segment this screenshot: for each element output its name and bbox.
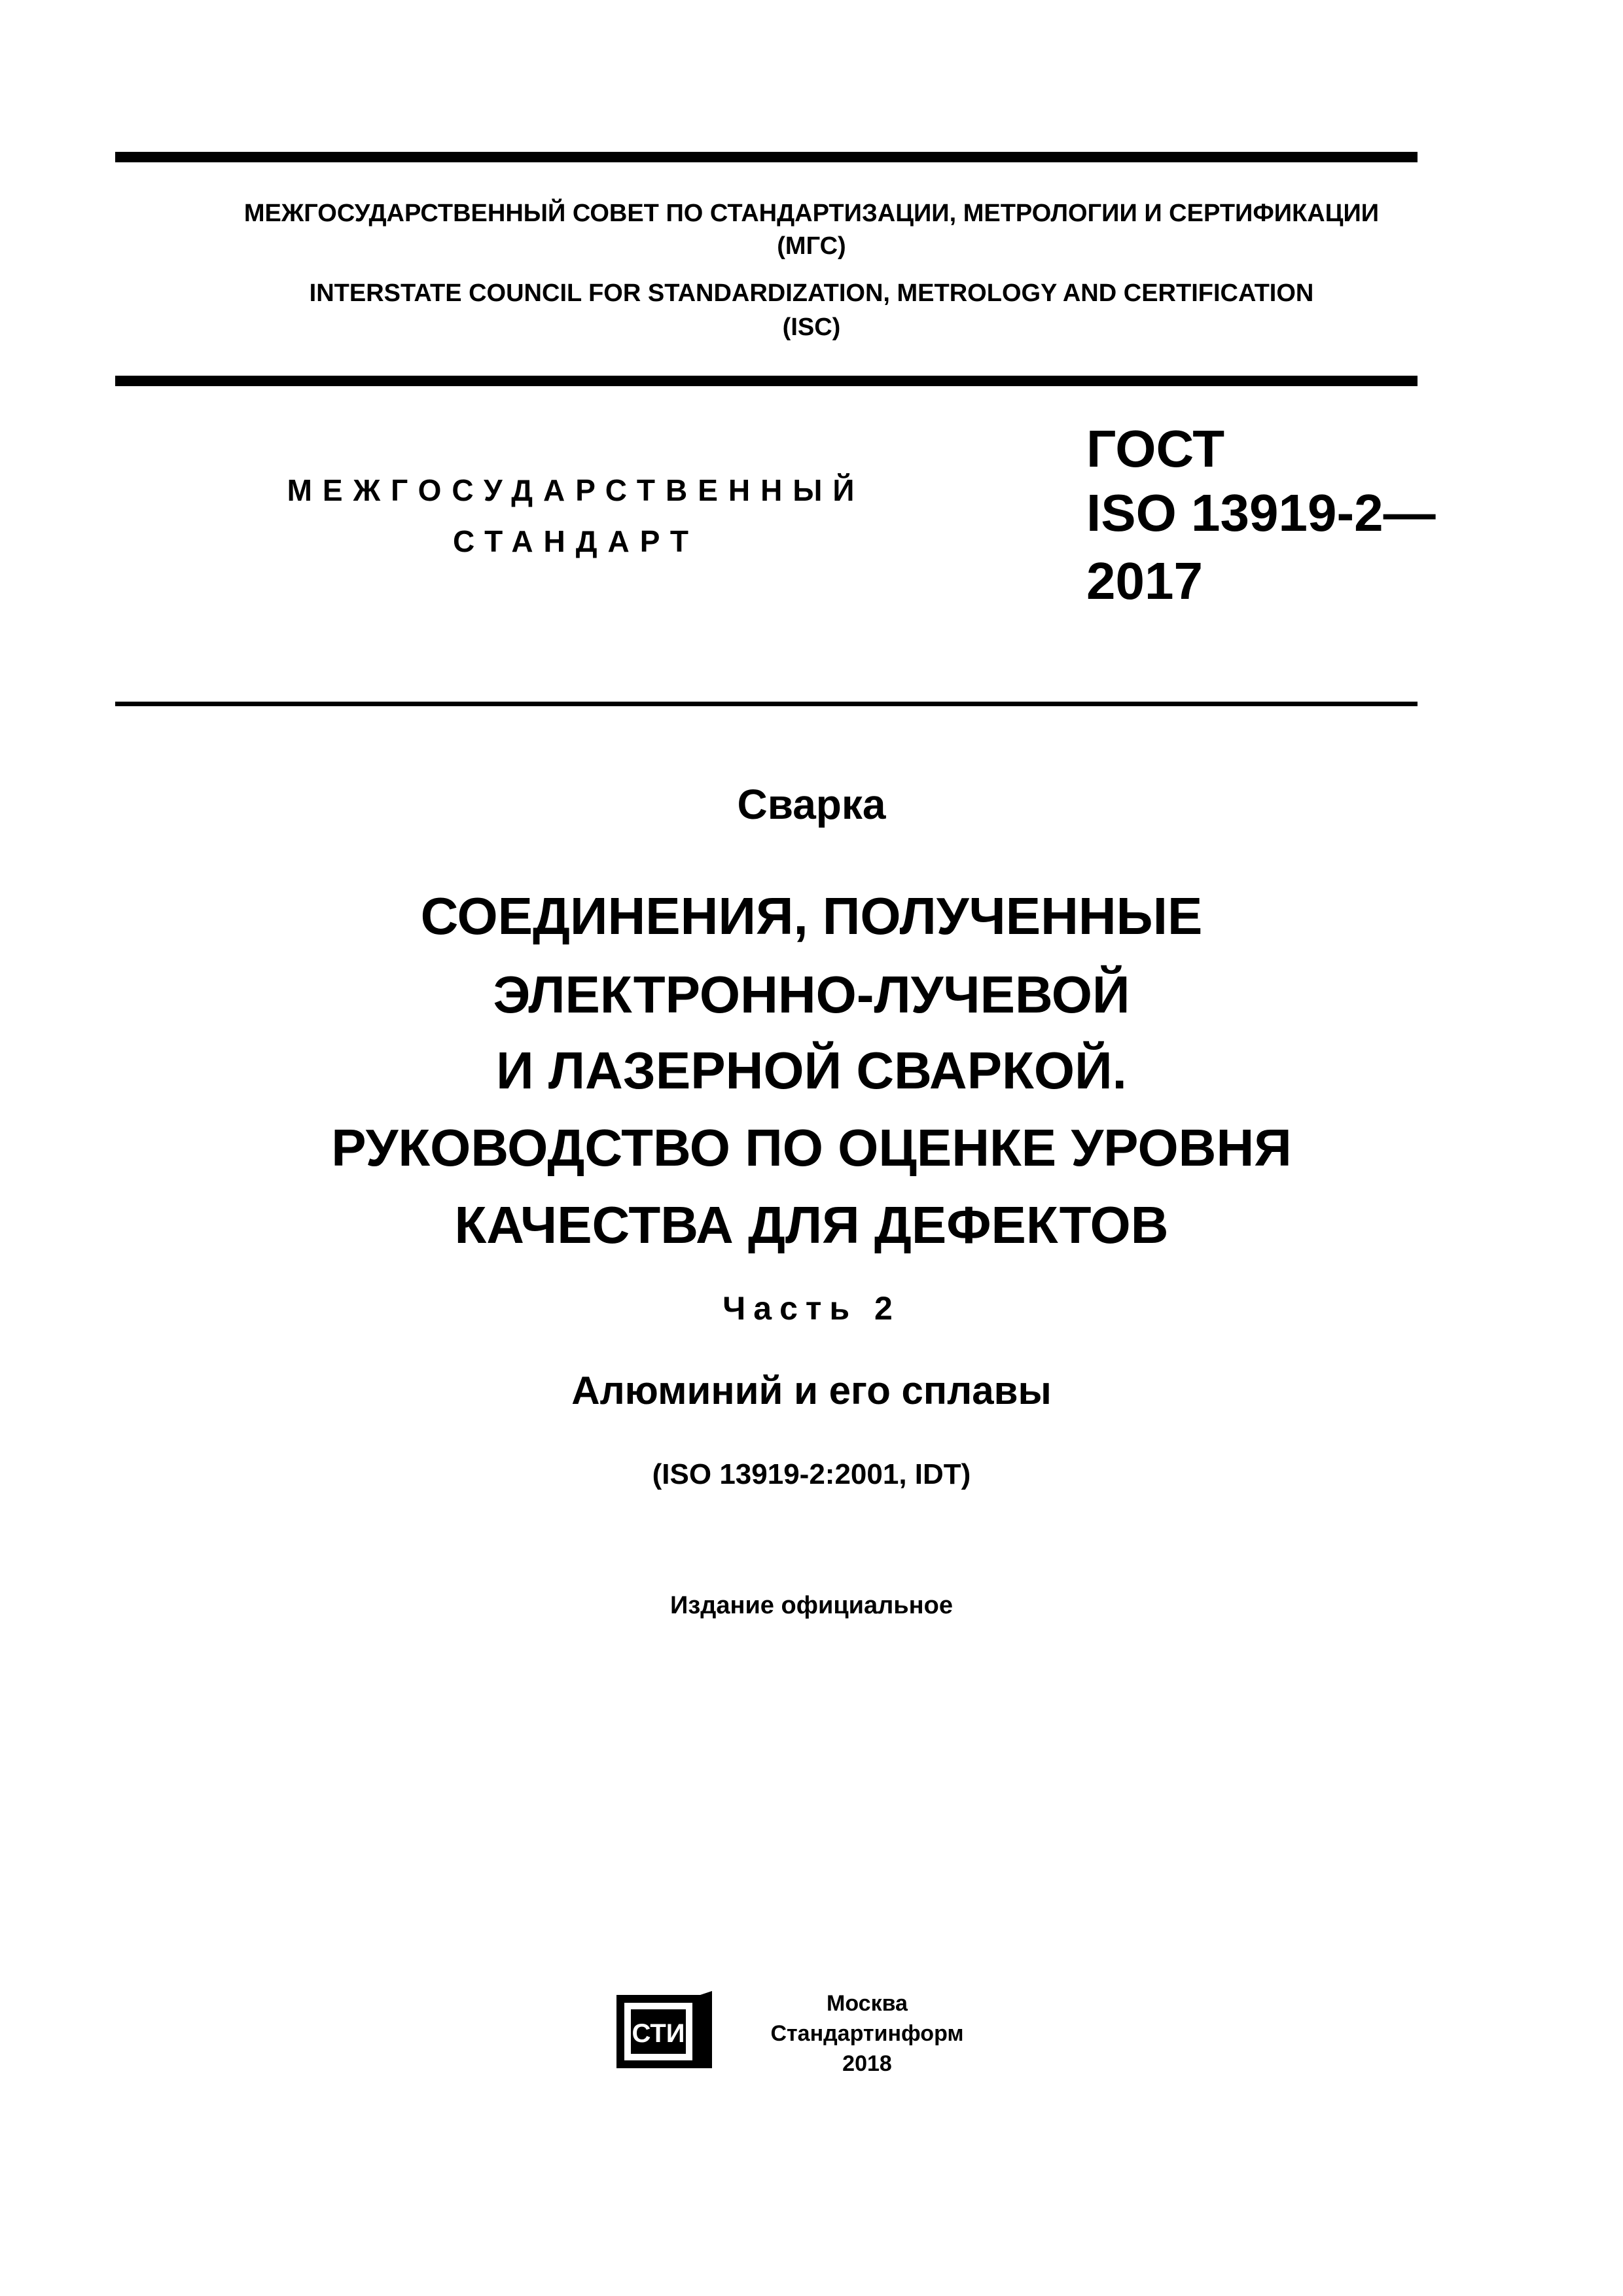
- subtitle: Алюминий и его сплавы: [571, 1369, 1052, 1412]
- publisher-name: Стандартинформ: [770, 2021, 964, 2046]
- council-name-ru: МЕЖГОСУДАРСТВЕННЫЙ СОВЕТ ПО СТАНДАРТИЗАЦИИ, МЕТРОЛОГИИ И СЕРТИФИКАЦИИ: [243, 200, 1380, 227]
- standard-kind-line1: МЕЖГОСУДАРСТВЕННЫЙ: [287, 473, 865, 507]
- title-line: КАЧЕСТВА ДЛЯ ДЕФЕКТОВ: [454, 1196, 1169, 1254]
- edition-label: Издание официальное: [670, 1592, 953, 1619]
- top-rule: [115, 152, 1418, 162]
- standartinform-logo-icon: [615, 1990, 713, 2075]
- title-group: Сварка: [737, 781, 886, 828]
- designation-bottom-rule: [115, 702, 1418, 706]
- standard-kind-line2: СТАНДАРТ: [453, 524, 699, 558]
- designation-gost: ГОСТ: [1086, 420, 1225, 478]
- designation-year: 2017: [1086, 552, 1203, 610]
- part-number: Часть 2: [722, 1290, 901, 1327]
- title-line: СОЕДИНЕНИЯ, ПОЛУЧЕННЫЕ: [420, 887, 1203, 945]
- header-bottom-rule: [115, 376, 1418, 386]
- designation-number: ISO 13919-2—: [1086, 484, 1436, 542]
- iso-reference: (ISO 13919-2:2001, IDT): [652, 1458, 971, 1490]
- publisher-city: Москва: [827, 1991, 908, 2016]
- council-abbr-ru: (МГС): [777, 232, 846, 260]
- council-abbr-en: (ISC): [782, 314, 841, 341]
- council-name-en: INTERSTATE COUNCIL FOR STANDARDIZATION, METROLOGY AND CERTIFICATION: [309, 279, 1314, 307]
- title-line: И ЛАЗЕРНОЙ СВАРКОЙ.: [496, 1041, 1127, 1100]
- title-line: ЭЛЕКТРОННО-ЛУЧЕВОЙ: [493, 965, 1130, 1024]
- publication-year: 2018: [842, 2051, 892, 2076]
- title-line: РУКОВОДСТВО ПО ОЦЕНКЕ УРОВНЯ: [331, 1119, 1292, 1177]
- logo-text: СТИ: [632, 2019, 685, 2048]
